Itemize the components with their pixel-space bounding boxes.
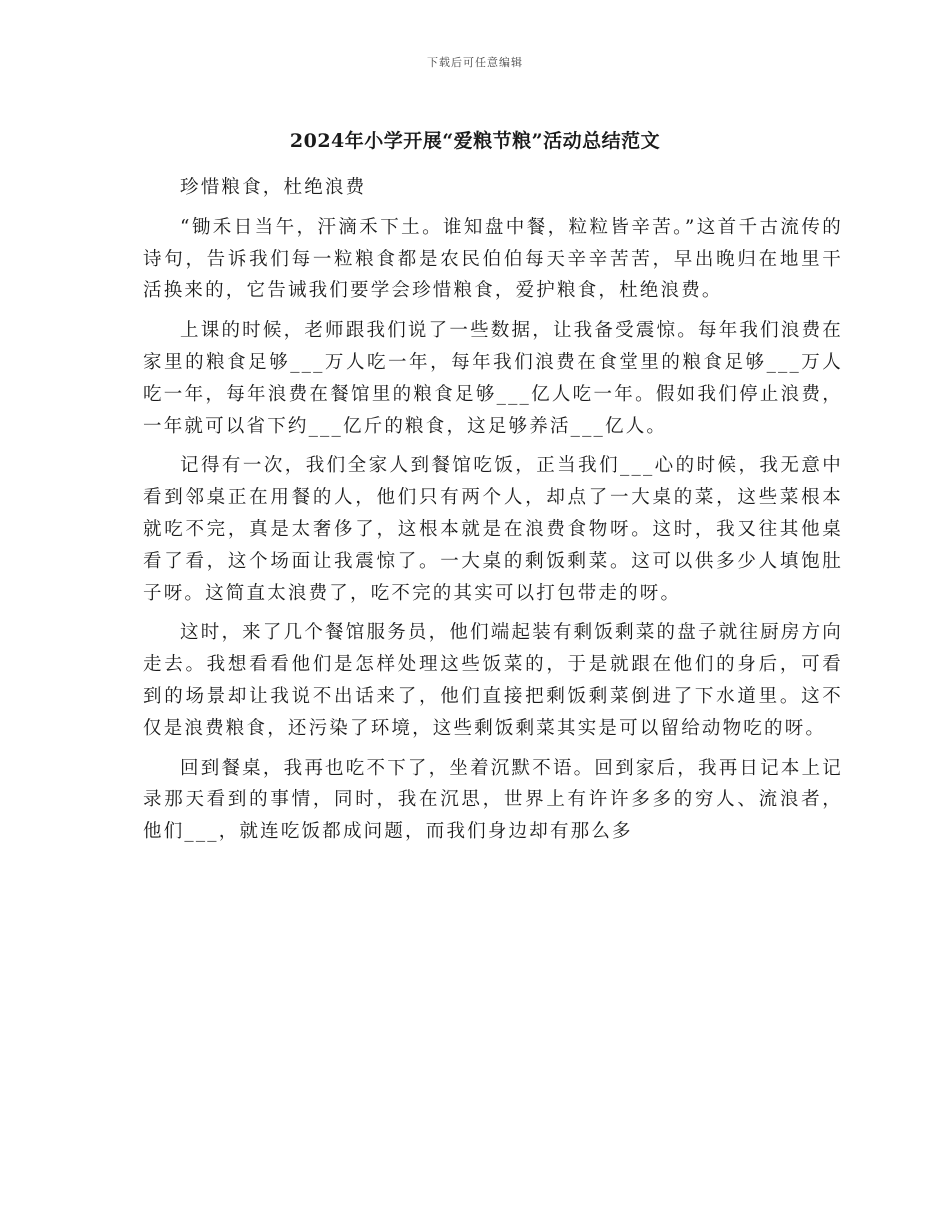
page-header-note: 下载后可任意编辑 [427, 56, 523, 69]
paragraph-statistics: 上课的时候，老师跟我们说了一些数据，让我备受震惊。每年我们浪费在家里的粮食足够___万人吃一年，每年我们浪费在食堂里的粮食足够___万人吃一年，每年浪费在餐馆里的粮食足够___亿人吃一年。假如我们停止浪费，一年就可以省下约___亿斤的粮食，这足够养活___亿人。 [143, 320, 843, 437]
paragraph-reflection: 回到餐桌，我再也吃不下了，坐着沉默不语。回到家后，我再日记本上记录那天看到的事情，同时，我在沉思，世界上有许许多多的穷人、流浪者，他们___，就连吃饭都成问题，而我们身边却有那么多 [143, 757, 843, 843]
paragraph-restaurant: 记得有一次，我们全家人到餐馆吃饭，正当我们___心的时候，我无意中看到邻桌正在用餐的人，他们只有两个人，却点了一大桌的菜，这些菜根本就吃不完，真是太奢侈了，这根本就是在浪费食物呀。这时，我又往其他桌看了看，这个场面让我震惊了。一大桌的剩饭剩菜。这可以供多少人填饱肚子呀。这简直太浪费了，吃不完的其实可以打包带走的呀。 [143, 455, 843, 604]
document-body [143, 172, 843, 848]
paragraph-waiters: 这时，来了几个餐馆服务员，他们端起装有剩饭剩菜的盘子就往厨房方向走去。我想看看他们是怎样处理这些饭菜的，于是就跟在他们的身后，可看到的场景却让我说不出话来了，他们直接把剩饭剩菜倒进了下水道里。这不仅是浪费粮食，还污染了环境，这些剩饭剩菜其实是可以留给动物吃的呀。 [143, 622, 843, 739]
paragraph-subtitle: 珍惜粮食，杜绝浪费 [180, 177, 367, 198]
paragraph-poem: “锄禾日当午，汗滴禾下土。谁知盘中餐，粒粒皆辛苦。”这首千古流传的诗句，告诉我们每一粒粮食都是农民伯伯每天辛辛苦苦，早出晚归在地里干活换来的，它告诫我们要学会珍惜粮食，爱护粮食，杜绝浪费。 [143, 216, 843, 302]
document-title: 2024年小学开展“爱粮节粮”活动总结范文 [289, 130, 661, 152]
